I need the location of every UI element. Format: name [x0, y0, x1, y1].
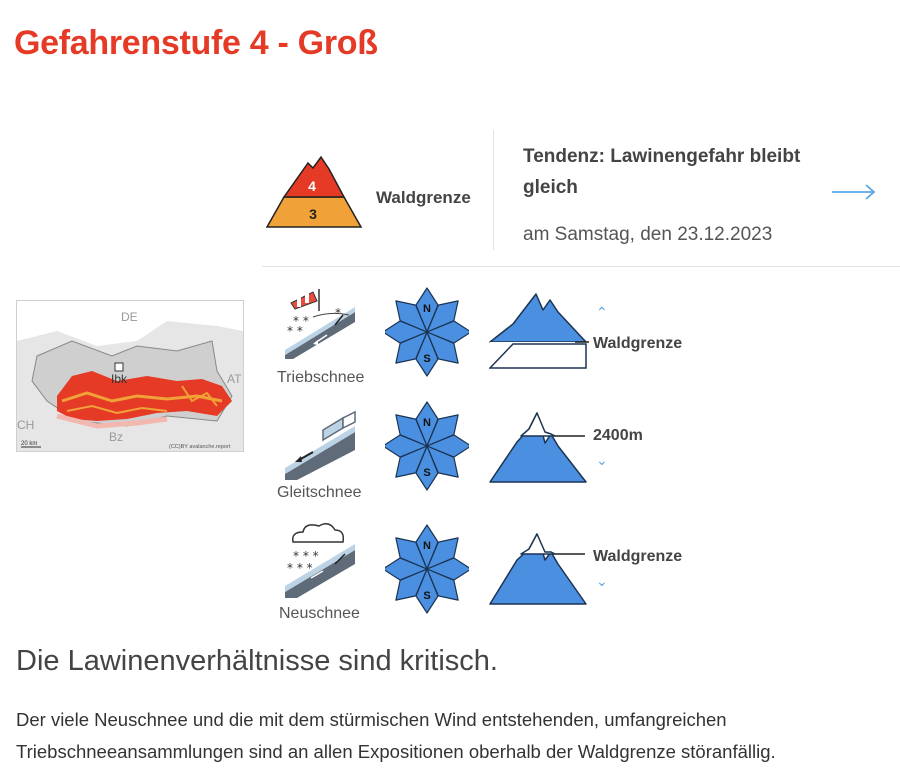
map-label-bz: Bz — [109, 430, 124, 444]
svg-text:*: * — [335, 306, 341, 320]
page-title: Gefahrenstufe 4 - Groß — [14, 24, 378, 62]
body-text: Der viele Neuschnee und die mit dem stürmischen Wind entstehenden, umfangreichen Triebschneeansammlungen sind an allen Expositionen oberhalb der Waldgrenze störanfällig. — [16, 709, 776, 762]
chevron-down-icon: ⌄ — [596, 452, 608, 468]
aspect-south: S — [423, 590, 431, 602]
danger-level-upper: 4 — [308, 178, 316, 194]
map-graphic — [17, 301, 243, 451]
headline: Die Lawinenverhältnisse sind kritisch. — [16, 645, 498, 677]
map-label-at: AT — [227, 372, 242, 386]
divider — [493, 130, 494, 250]
map-credit: (CC)BY avalanche.report — [169, 444, 231, 450]
aspect-south: S — [423, 467, 431, 479]
svg-text:* * *: * * * — [293, 549, 319, 563]
region-map[interactable] — [16, 300, 244, 452]
elevation-label-wind-slab: Waldgrenze — [593, 335, 683, 352]
danger-level-lower: 3 — [309, 206, 317, 222]
svg-text:* *: * * — [287, 324, 303, 338]
aspect-rose-gliding-snow — [385, 401, 469, 491]
tendency-date: am Samstag, den 23.12.2023 — [523, 224, 773, 245]
problem-label-gliding-snow: Gleitschnee — [277, 484, 362, 501]
elevation-mountain-icon — [489, 410, 589, 484]
section-divider — [262, 266, 900, 267]
aspect-north: N — [423, 540, 431, 552]
elevation-mountain-icon — [489, 292, 589, 372]
chevron-up-icon: ⌃ — [596, 304, 608, 320]
wind-slab-icon — [283, 287, 363, 367]
svg-text:* * *: * * * — [287, 561, 313, 575]
danger-elevation-label: Waldgrenze — [376, 188, 471, 207]
aspect-north: N — [423, 303, 431, 315]
arrow-right-icon[interactable] — [830, 180, 878, 204]
aspect-south: S — [423, 353, 431, 365]
elevation-mountain-icon — [489, 532, 589, 606]
tendency-title: Tendenz: Lawinengefahr bleibt gleich — [523, 146, 801, 198]
map-label-ibk: Ibk — [111, 372, 128, 386]
aspect-rose-wind-slab — [385, 287, 469, 377]
map-scale: 20 km — [21, 441, 38, 447]
aspect-north: N — [423, 417, 431, 429]
problem-label-wind-slab: Triebschnee — [277, 369, 365, 386]
map-label-ch: CH — [17, 418, 35, 432]
aspect-rose-new-snow — [385, 524, 469, 614]
svg-text:* *: * * — [293, 314, 309, 328]
elevation-label-new-snow: Waldgrenze — [593, 548, 683, 565]
danger-level-icon — [266, 154, 362, 230]
problem-label-new-snow: Neuschnee — [279, 605, 360, 622]
map-label-de: DE — [121, 310, 138, 324]
gliding-snow-icon — [283, 410, 363, 482]
chevron-down-icon: ⌄ — [596, 573, 608, 589]
new-snow-icon — [283, 520, 363, 600]
elevation-label-gliding-snow: 2400m — [593, 427, 643, 444]
